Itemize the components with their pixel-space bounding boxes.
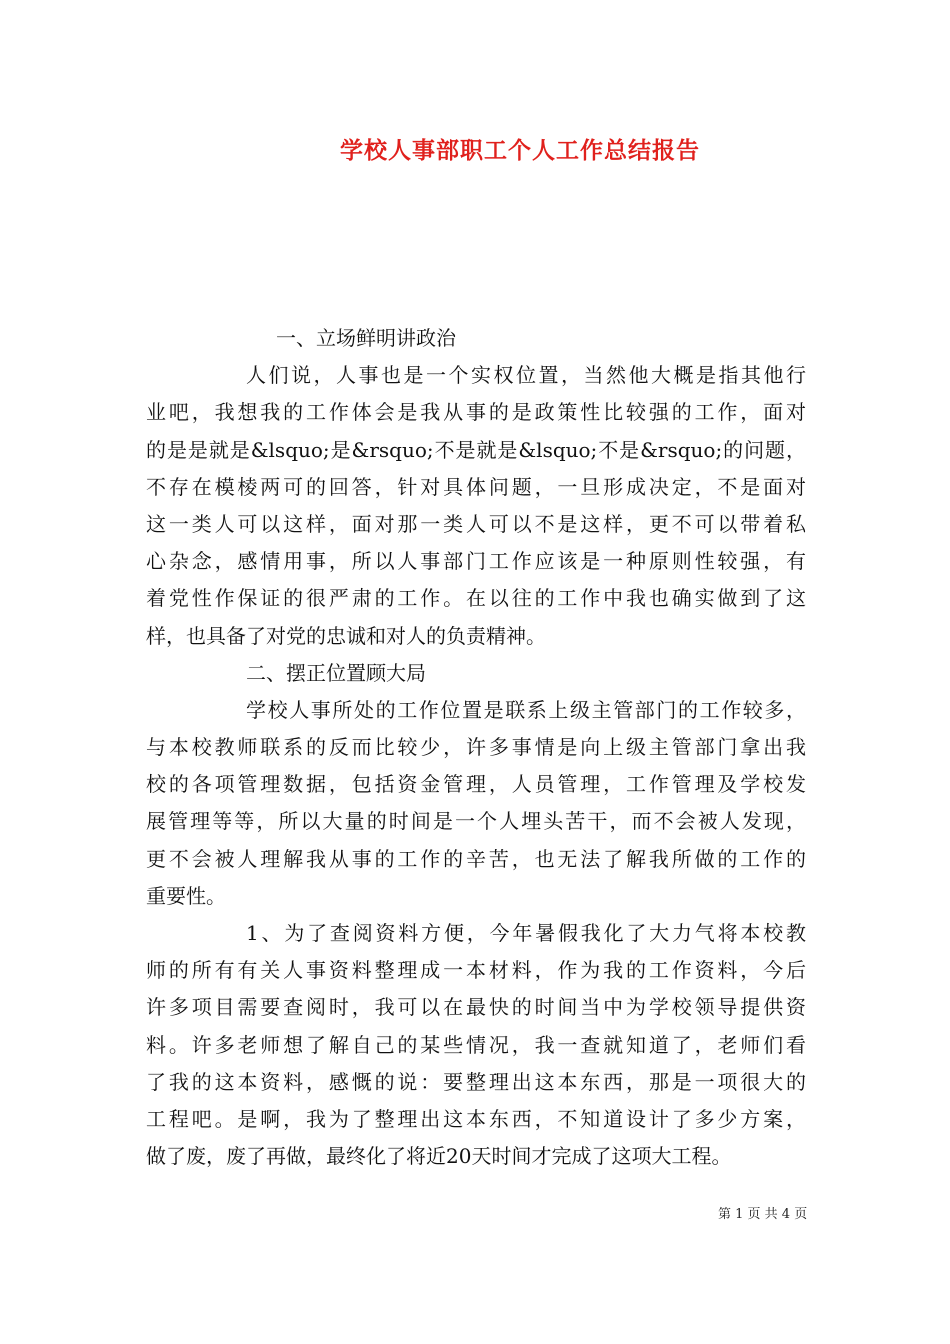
section-heading: 一、立场鲜明讲政治 <box>276 326 456 350</box>
paragraph-line: 着党性作保证的很严肃的工作。在以往的工作中我也确实做到了这 <box>146 586 806 611</box>
paragraph-line: 展管理等等，所以大量的时间是一个人埋头苦干，而不会被人发现， <box>146 809 806 834</box>
paragraph-line: 样，也具备了对党的忠诚和对人的负责精神。 <box>146 623 546 648</box>
paragraph-line: 料。许多老师想了解自己的某些情况，我一查就知道了，老师们看 <box>146 1032 806 1057</box>
paragraph <box>146 692 806 915</box>
paragraph-line: 做了废，废了再做，最终化了将近20天时间才完成了这项大工程。 <box>146 1144 732 1169</box>
paragraph-line: 这一类人可以这样，面对那一类人可以不是这样，更不可以带着私 <box>146 511 806 536</box>
document-title: 学校人事部职工个人工作总结报告 <box>340 137 700 164</box>
paragraph-line: 人们说，人事也是一个实权位置，当然他大概是指其他行 <box>246 363 806 388</box>
page-footer: 第 1 页 共 4 页 <box>718 1207 808 1222</box>
paragraph-line: 更不会被人理解我从事的工作的辛苦，也无法了解我所做的工作的 <box>146 846 806 871</box>
paragraph-line: 1、为了查阅资料方便，今年暑假我化了大力气将本校教 <box>246 921 806 945</box>
paragraph-line: 不存在模棱两可的回答，针对具体问题，一旦形成决定，不是面对 <box>146 474 806 499</box>
paragraph <box>146 357 806 655</box>
paragraph-line: 学校人事所处的工作位置是联系上级主管部门的工作较多， <box>246 697 806 722</box>
paragraph-line: 与本校教师联系的反而比较少，许多事情是向上级主管部门拿出我 <box>146 735 806 760</box>
document-body <box>146 320 806 1175</box>
paragraph-line: 重要性。 <box>146 883 226 908</box>
paragraph-line: 的是是就是&lsquo;是&rsquo;不是就是&lsquo;不是&rsquo;的问题， <box>146 437 806 462</box>
paragraph-line: 业吧，我想我的工作体会是我从事的是政策性比较强的工作，面对 <box>146 400 806 425</box>
section-heading: 二、摆正位置顾大局 <box>246 660 426 685</box>
paragraph-line: 师的所有有关人事资料整理成一本材料，作为我的工作资料，今后 <box>146 958 806 983</box>
paragraph <box>146 915 806 1175</box>
paragraph-line: 心杂念，感情用事，所以人事部门工作应该是一种原则性较强，有 <box>146 549 806 574</box>
paragraph-line: 工程吧。是啊，我为了整理出这本东西，不知道设计了多少方案， <box>146 1106 806 1131</box>
paragraph-line: 许多项目需要查阅时，我可以在最快的时间当中为学校领导提供资 <box>146 995 806 1020</box>
paragraph-line: 校的各项管理数据，包括资金管理，人员管理，工作管理及学校发 <box>146 772 806 797</box>
paragraph-line: 了我的这本资料，感慨的说：要整理出这本东西，那是一项很大的 <box>146 1069 806 1094</box>
